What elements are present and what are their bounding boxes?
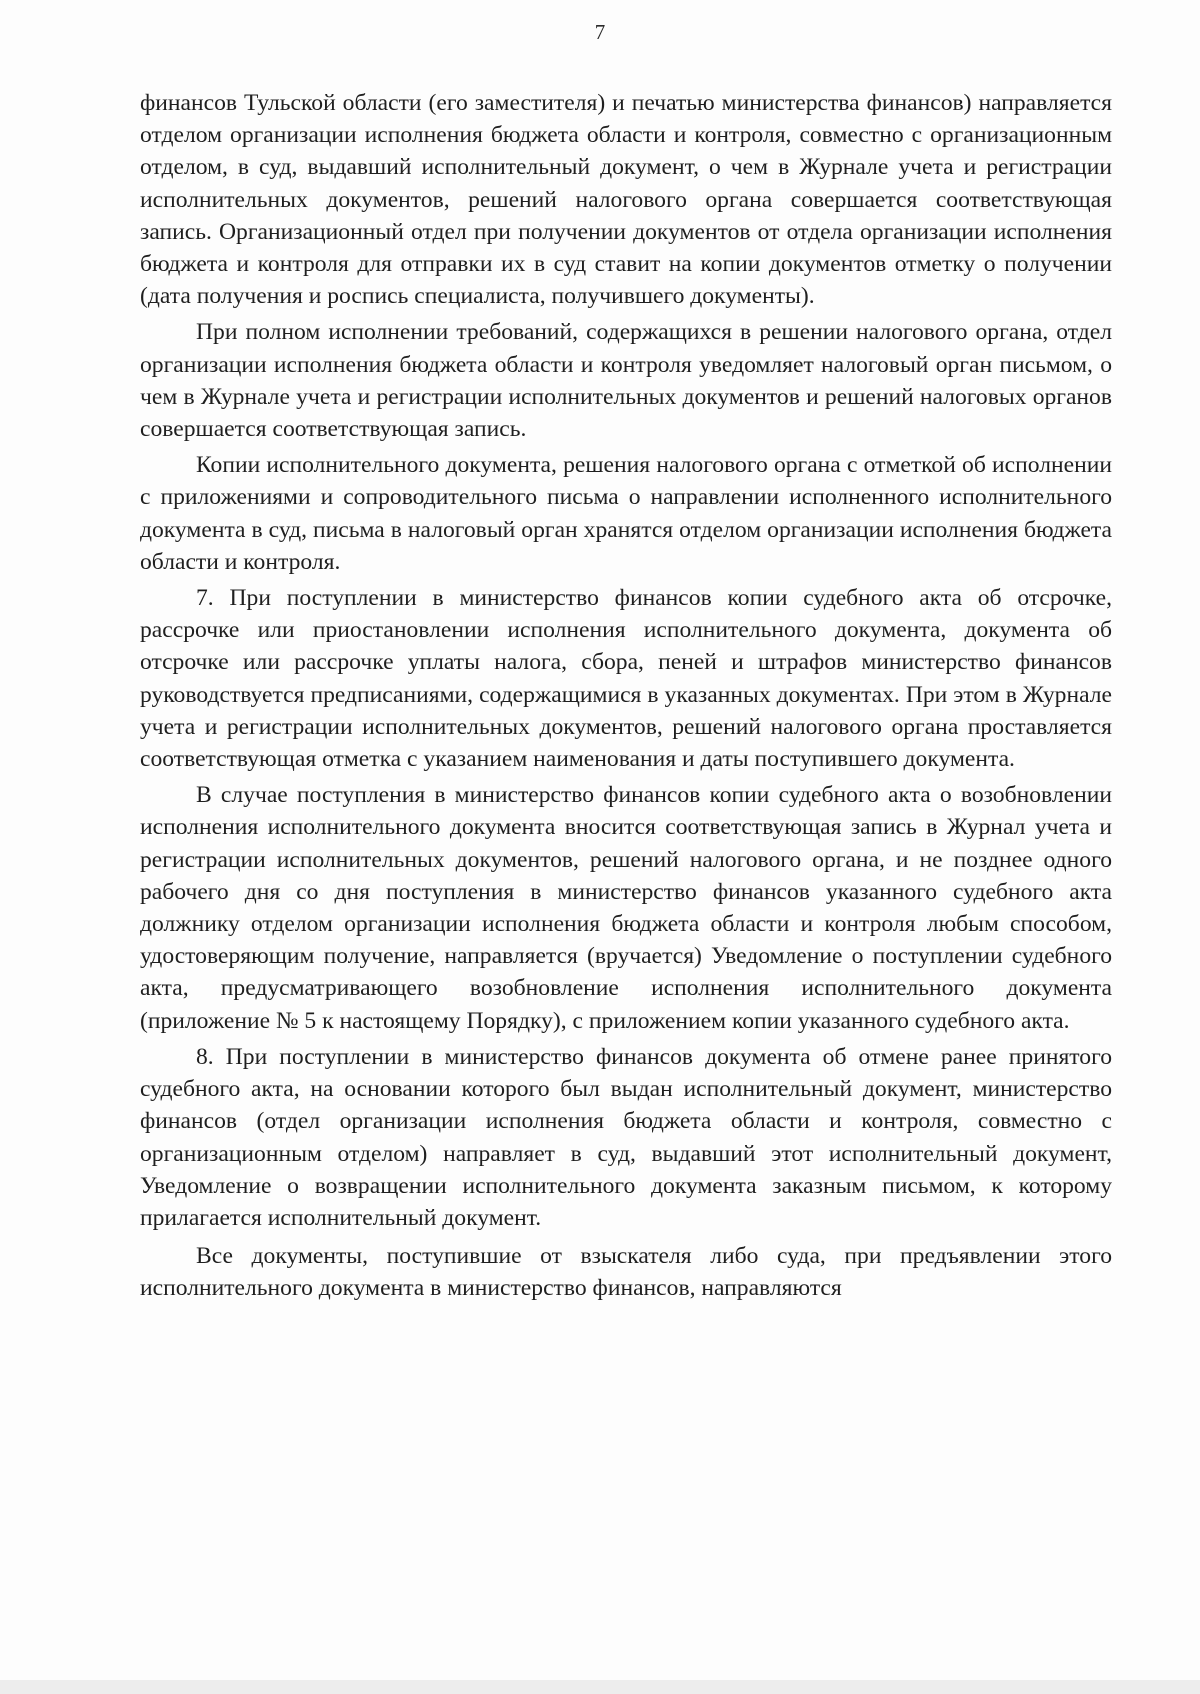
- paragraph-all-documents: Все документы, поступившие от взыскателя либо суда, при предъявлении этого исполнительного документа в министерство финансов, направляются: [140, 1243, 1112, 1302]
- paragraph-item-7: 7. При поступлении в министерство финансов копии судебного акта об отсрочке, рассрочке или приостановлении исполнения исполнительного документа, документа об отсрочке или рассрочке уплаты налога, сбора, пеней и штрафов министерство финансов руководствуется предписаниями, содержащимися в указанных документах. При этом в Журнале учета и регистрации исполнительных документов, решений налогового органа проставляется соответствующая отметка с указанием наименования и даты поступившего документа.: [140, 585, 1112, 773]
- paragraph-continuation: финансов Тульской области (его заместителя) и печатью министерства финансов) направляется отделом организации исполнения бюджета области и контроля, совместно с организационным отделом, в суд, выдавший исполнительный документ, о чем в Журнале учета и регистрации исполнительных документов, решений налогового органа совершается соответствующая запись. Организационный отдел при получении документов от отдела организации исполнения бюджета и контроля для отправки их в суд ставит на копии документов отметку о получении (дата получения и роспись специалиста, получившего документы).: [140, 90, 1112, 310]
- page-number: 7: [594, 20, 606, 44]
- document-body: [140, 87, 1112, 1305]
- paragraph-resumption: В случае поступления в министерство финансов копии судебного акта о возобновлении исполнения исполнительного документа вносится соответствующая запись в Журнал учета и регистрации исполнительных документов, решений налогового органа, и не позднее одного рабочего дня со дня поступления в министерство финансов указанного судебного акта должнику отделом организации исполнения бюджета области и контроля любым способом, удостоверяющим получение, направляется (вручается) Уведомление о поступлении судебного акта, предусматривающего возобновление исполнения исполнительного документа (приложение № 5 к настоящему Порядку), с приложением копии указанного судебного акта.: [140, 782, 1112, 1034]
- paragraph-tax-notice: При полном исполнении требований, содержащихся в решении налогового органа, отдел организации исполнения бюджета области и контроля уведомляет налоговый орган письмом, о чем в Журнале учета и регистрации исполнительных документов и решений налоговых органов совершается соответствующая запись.: [140, 319, 1112, 443]
- paragraph-item-8: 8. При поступлении в министерство финансов документа об отмене ранее принятого судебного акта, на основании которого был выдан исполнительный документ, министерство финансов (отдел организации исполнения бюджета области и контроля, совместно с организационным отделом) направляет в суд, выдавший этот исполнительный документ, Уведомление о возвращении исполнительного документа заказным письмом, к которому прилагается исполнительный документ.: [140, 1043, 1112, 1231]
- paragraph-copies-storage: Копии исполнительного документа, решения налогового органа с отметкой об исполнении с приложениями и сопроводительного письма о направлении исполненного исполнительного документа в суд, письма в налоговый орган хранятся отделом организации исполнения бюджета области и контроля.: [140, 452, 1112, 575]
- scan-bottom-edge: [0, 1680, 1200, 1694]
